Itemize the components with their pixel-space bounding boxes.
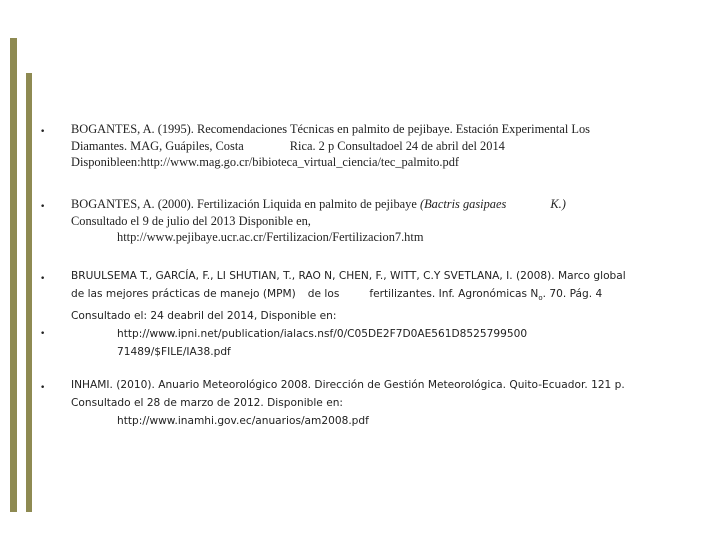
reference-4-line-1: INHAMI. (2010). Anuario Meteorológico 2008. Dirección de Gestión Meteorológica. Quito-Ecuador. 121 p. [71, 379, 625, 391]
bullet-5: • [40, 383, 46, 393]
bullet-3: • [40, 274, 46, 284]
reference-3-number-sub: o [538, 294, 543, 303]
reference-4-url: http://www.inamhi.gov.ec/anuarios/am2008.pdf [117, 415, 369, 427]
reference-1-line-2b: Rica. 2 p Consultadoel 24 de abril del 2014 [289, 138, 505, 153]
bullet-4: • [40, 329, 46, 339]
reference-2-url: http://www.pejibaye.ucr.ac.cr/Fertilizacion/Fertilizacion7.htm [117, 230, 424, 244]
reference-1-line-2 [71, 138, 711, 155]
reference-1-line-3: Disponibleen:http://www.mag.go.cr/bibioteca_virtual_ciencia/tec_palmito.pdf [71, 155, 460, 169]
reference-1 [71, 121, 711, 171]
reference-3-line-1: BRUULSEMA T., GARCÍA, F., LI SHUTIAN, T., RAO N, CHEN, F., WITT, C.Y SVETLANA, I. (2008). Marco global [71, 270, 626, 282]
reference-2-line-1 [71, 196, 711, 213]
reference-2 [71, 196, 711, 246]
reference-4 [71, 376, 711, 430]
reference-2-line-2: Consultado el 9 de julio del 2013 Disponible en, [71, 213, 311, 228]
reference-3-line-2d: . 70. Pág. 4 [542, 288, 603, 300]
left-accent-bar-outer [10, 38, 17, 512]
reference-2-author: K.) [550, 197, 566, 211]
reference-1-line-1: BOGANTES, A. (1995). Recomendaciones Técnicas en palmito de pejibaye. Estación Experimental Los [71, 122, 591, 136]
reference-3-line-2c: fertilizantes. Inf. Agronómicas N [369, 288, 539, 300]
reference-3-line-2a: de las mejores prácticas de manejo (MPM) [71, 288, 296, 300]
reference-3 [71, 267, 711, 361]
reference-1-line-2a: Diamantes. MAG, Guápiles, Costa [71, 138, 244, 153]
left-accent-bar-inner [26, 73, 32, 512]
reference-4-line-2: Consultado el 28 de marzo de 2012. Disponible en: [71, 397, 343, 409]
reference-2-species: (Bactris gasipaes [419, 197, 507, 211]
bullet-2: • [40, 202, 46, 212]
reference-3-line-2b: de los [307, 288, 340, 300]
reference-3-url-1: http://www.ipni.net/publication/ialacs.nsf/0/C05DE2F7D0AE561D8525799500 [117, 328, 528, 341]
reference-3-line-3: Consultado el: 24 deabril del 2014, Disponible en: [71, 310, 337, 323]
bullet-1: • [40, 127, 46, 137]
reference-2-line-1a: BOGANTES, A. (2000). Fertilización Liquida en palmito de pejibaye [71, 197, 420, 211]
reference-3-line-2 [71, 285, 711, 307]
reference-3-url-2: 71489/$FILE/IA38.pdf [117, 346, 231, 359]
